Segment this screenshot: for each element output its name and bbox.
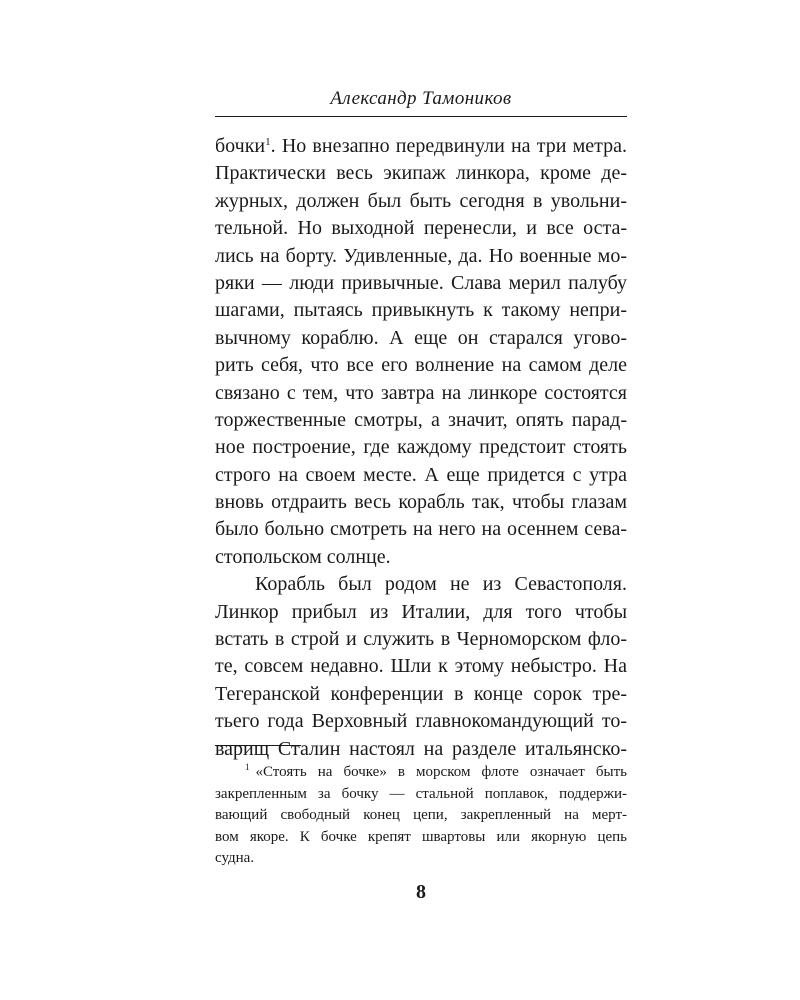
header-rule (215, 116, 627, 117)
footnote-marker: 1 (245, 762, 250, 772)
text-line: было больно смотреть на него на осеннем сева- (215, 518, 627, 541)
main-text (215, 133, 627, 763)
text-line: шагами, пытаясь привыкнуть к такому непри- (215, 299, 627, 322)
footnote (215, 762, 627, 870)
text-line: стопольском солнце. (215, 545, 391, 568)
text-line: связано с тем, что завтра на линкоре состоятся (215, 381, 627, 404)
footnote-line: закрепленным за бочку — стальной поплавок, поддержи- (215, 785, 627, 802)
text-line: рить себя, что все его волнение на самом деле (215, 354, 627, 377)
text-line: Линкор прибыл из Италии, для того чтобы (215, 600, 627, 623)
text-line: журных, должен был быть сегодня в увольни- (215, 189, 627, 212)
text-line: те, совсем недавно. Шли к этому небыстро. На (215, 655, 627, 678)
footnote-line (215, 762, 627, 784)
text-line: тельной. Но выходной перенесли, и все оста- (215, 217, 627, 240)
text-line: вычному кораблю. А еще он старался угово- (215, 326, 627, 349)
text-line: ное построение, где каждому предстоит стоять (215, 436, 627, 459)
text-line (215, 133, 627, 160)
footnote-line: вом якоре. К бочке крепят швартовы или якорную цепь (215, 828, 627, 845)
footnote-line: судна. (215, 850, 255, 866)
footnote-rule (215, 745, 301, 746)
text-line: варищ Сталин настоял на разделе итальянско- (215, 737, 627, 760)
text-fragment: бочки (215, 135, 266, 157)
text-line: торжественные смотры, а значит, опять парад- (215, 408, 627, 431)
text-line: лись на борту. Удивленные, да. Но военные мо- (215, 244, 627, 267)
footnote-fragment: «Стоять на бочке» в морском флоте означает быть (255, 764, 627, 780)
text-line: встать в строй и служить в Черноморском фло- (215, 628, 627, 651)
page-number: 8 (416, 881, 426, 903)
text-line: Практически весь экипаж линкора, кроме де- (215, 162, 627, 185)
text-line: Тегеранской конференции в конце сорок тре- (215, 682, 627, 705)
text-line: тьего года Верховный главнокомандующий то- (215, 710, 627, 733)
footnote-reference: 1 (265, 136, 271, 148)
text-line: строго на своем месте. А еще придется с утра (215, 463, 627, 486)
text-line-paragraph-start: Корабль был родом не из Севастополя. (255, 573, 627, 596)
text-line: вновь отдраить весь корабль так, чтобы глазам (215, 491, 627, 514)
text-line: ряки — люди привычные. Слава мерил палубу (215, 271, 627, 294)
running-header-author: Александр Тамоников (330, 88, 512, 109)
text-fragment: . Но внезапно передвинули на три метра. (270, 135, 627, 157)
footnote-line: вающий свободный конец цепи, закрепленный на мерт- (215, 807, 627, 823)
